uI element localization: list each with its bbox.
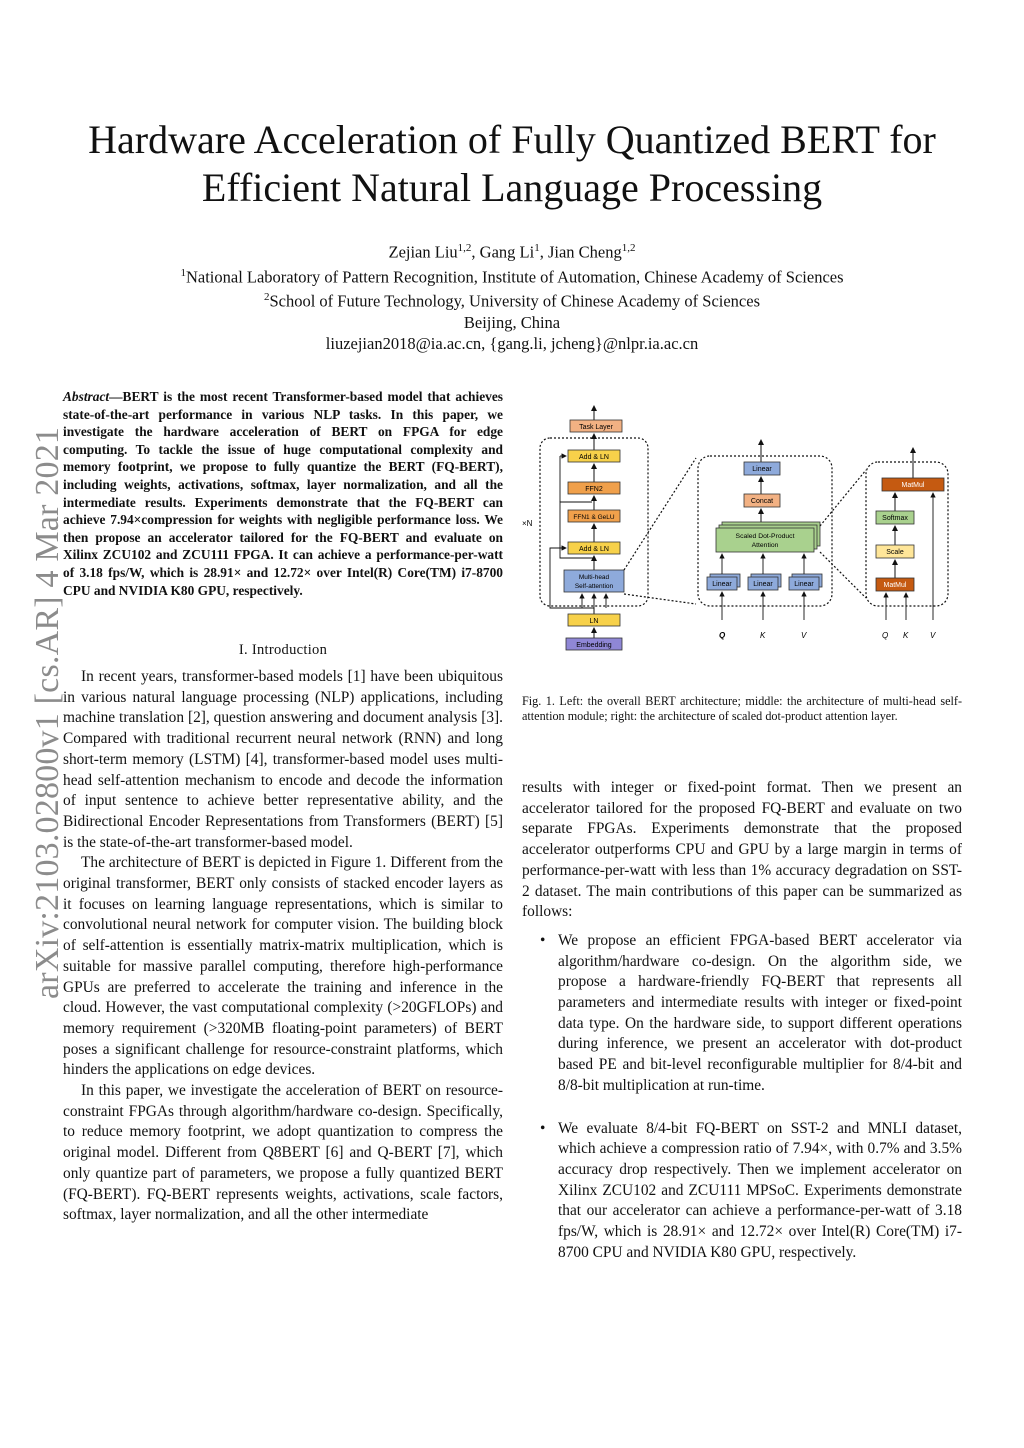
- title-line-2: Efficient Natural Language Processing: [201, 165, 823, 210]
- list-item-text: We propose an efficient FPGA-based BERT accelerator via algorithm/hardware co-design. On the algorithm side, we propose a hardware-friendly FQ-BERT that represents all parameters and intermediate results with integer or fixed-point data type. On the hardware side, to support different operations during inference, we present an accelerator with dot-product based PE and bit-level reconfigurable multiplier for 8/4-bit and 8/8-bit multiplication at run-time.: [558, 931, 962, 1094]
- v-input-label: V: [801, 631, 807, 640]
- arxiv-identifier: arXiv:2103.02800v1 [cs.AR] 4 Mar 2021: [29, 426, 66, 999]
- softmax-label: Softmax: [882, 515, 908, 522]
- affiliation-text: National Laboratory of Pattern Recognition, Institute of Automation, Chinese Academy of Sciences: [185, 267, 844, 286]
- author-location: Beijing, China: [463, 312, 561, 332]
- linear-k-label: Linear: [753, 581, 773, 588]
- author-names: Zejian Liu$^{1,2}$, Gang Li$^1$, Jian Cheng$^{1,2}$: [388, 242, 636, 262]
- linear-v-label: Linear: [794, 581, 814, 588]
- abstract: [63, 388, 503, 599]
- paragraph: results with integer or fixed-point format. Then we present an accelerator tailored for the proposed FQ-BERT and evaluate on two separate FPGAs. Experiments demonstrate that the proposed accelerator outperforms CPU and GPU by a large margin in terms of performance-per-watt with less than 1% accuracy degradation on SST-2 dataset. The main contributions of this paper can be summarized as follows:: [522, 779, 962, 921]
- affiliation-2: [40, 287, 984, 312]
- author-name: Jian Cheng: [547, 242, 622, 262]
- list-item: [522, 1119, 962, 1264]
- figure-1-caption: Fig. 1. Left: the overall BERT architecture; middle: the architecture of multi-head self-attention module; right: the architecture of scaled dot-product attention layer.: [522, 694, 962, 724]
- author-affiliation-mark: 1,2: [621, 242, 636, 254]
- author-name: Gang Li: [479, 242, 535, 262]
- author-affiliation-mark: 1,2: [457, 242, 472, 254]
- sdpa-label-1: Scaled Dot-Product: [735, 533, 795, 540]
- ffn2-label: FFN2: [585, 486, 603, 493]
- paragraph: The architecture of BERT is depicted in Figure 1. Different from the original transformer, BERT only consists of stacked encoder layers as it focuses on learning language representations, which is similar to convolutional neural network for computer vision. The building block of self-attention is essentially matrix-matrix multiplication, which is suitable for massive parallel computing, therefore high-performance GPUs are preferred to accelerate the training and inference in the cloud. However, the vast computational complexity (>20GFLOPs) and memory requirement (>320MB floating-point parameters) of BERT poses a significant challenge for resource-constraint platforms, which hinders the applications on edge devices.: [63, 854, 503, 1079]
- q-label-right: Q: [882, 631, 889, 640]
- task-layer-label: Task Layer: [579, 424, 613, 431]
- affiliation-1: [40, 263, 984, 288]
- mhsa-label-2: Self-attention: [574, 583, 614, 590]
- ln-label: LN: [589, 618, 599, 625]
- section-heading-introduction: I. Introduction: [238, 642, 328, 658]
- abstract-label: Abstract: [63, 389, 110, 404]
- right-column-body: [522, 778, 962, 1285]
- v-label-right: V: [930, 631, 936, 640]
- list-item-text: We evaluate 8/4-bit FQ-BERT on SST-2 and MNLI dataset, which achieve a compression ratio of 7.94×, with 0.7% and 3.5% accuracy drop respectively. Then we implement accelerator on Xilinx ZCU102 and ZCU111 MPSoC. Experiments demonstrate that our accelerator can achieve a performance-per-watt of 3.18 fps/W, which is 28.91× and 12.72× over Intel(R) Core(TM) i7-8700 CPU and NVIDIA K80 GPU, respectively.: [558, 1119, 962, 1261]
- figure-1-bert-architecture: [520, 398, 962, 660]
- bullet: •: [540, 1119, 546, 1137]
- author-name: Zejian Liu: [388, 242, 458, 262]
- matmul-bottom-label: MatMul: [883, 582, 907, 589]
- scaled-dot-product-diagram: [866, 448, 948, 640]
- sdpa-label-2: Attention: [751, 542, 779, 549]
- embedding-label: Embedding: [576, 642, 612, 649]
- contribution-list: [522, 931, 962, 1264]
- k-input-label: K: [760, 631, 766, 640]
- abstract-text: —BERT is the most recent Transformer-based model that achieves state-of-the-art performance in various NLP tasks. In this paper, we investigate the hardware acceleration of BERT on FPGA for edge computing. To tackle the issue of huge computational complexity and memory footprint, we propose to fully quantize the BERT (FQ-BERT), including weights, activations, softmax, layer normalization, and all the intermediate results. Experiments demonstrate that the FQ-BERT can achieve 7.94×compression for weights with negligible performance loss. We then propose an accelerator tailored for the FQ-BERT and evaluate on Xilinx ZCU102 and ZCU111 FPGA. It can achieve a performance-per-watt of 3.18 fps/W, which is 28.91× and 12.72× over Intel(R) Core(TM) i7-8700 CPU and NVIDIA K80 GPU, respectively.: [63, 389, 503, 598]
- bullet: •: [540, 931, 546, 949]
- paragraph: In this paper, we investigate the acceleration of BERT on resource-constraint FPGAs through algorithm/hardware co-design. Specifically, to reduce memory footprint, we adopt quantization to compress the original model. Different from Q8BERT [6] and Q-BERT [7], which only quantize part of parameters, we propose a fully quantized BERT (FQ-BERT). FQ-BERT represents weights, activations, scale factors, softmax, layer normalization, and all the other intermediate: [63, 1082, 503, 1224]
- affiliation-mark: 1: [180, 266, 186, 279]
- affiliation-mark: 2: [263, 291, 270, 303]
- ffn1-gelu-label: FFN1 & GeLU: [573, 514, 615, 521]
- k-label-right: K: [903, 631, 909, 640]
- linear-output-label: Linear: [752, 466, 772, 473]
- mhsa-label-1: Multi-head: [578, 574, 610, 581]
- multi-head-attention-diagram: [698, 440, 832, 640]
- paper-title: [40, 116, 984, 212]
- title-line-1: Hardware Acceleration of Fully Quantized BERT for: [88, 117, 936, 162]
- scale-label: Scale: [886, 549, 904, 556]
- author-emails: liuzejian2018@ia.ac.cn, {gang.li, jcheng}@nlpr.ia.ac.cn: [325, 333, 699, 353]
- author-affiliation-mark: 1: [534, 242, 540, 254]
- introduction-body: [63, 667, 503, 1226]
- add-ln-top-label: Add & LN: [579, 454, 609, 461]
- q-input-label: Q: [719, 631, 726, 640]
- matmul-top-label: MatMul: [901, 482, 925, 489]
- list-item: [522, 931, 962, 1097]
- repeat-n-label: ×N: [522, 519, 533, 528]
- concat-label: Concat: [750, 498, 774, 505]
- linear-q-label: Linear: [712, 581, 732, 588]
- bert-overall-diagram: [522, 406, 648, 650]
- paragraph: In recent years, transformer-based models [1] have been ubiquitous in various natural language processing (NLP) applications, including machine translation [2], question answering and document analysis [3]. Compared with traditional recurrent neural network (RNN) and long short-term memory (LSTM) [4], transformer-based model uses multi-head self-attention mechanism to encode and decode the information of input sentence to achieve better representative ability, and the Bidirectional Encoder Representations from Transformers (BERT) [5] is the state-of-the-art transformer-based model.: [63, 668, 503, 851]
- author-block: [40, 238, 984, 354]
- add-ln-bottom-label: Add & LN: [579, 546, 609, 553]
- affiliation-text: School of Future Technology, University of Chinese Academy of Sciences: [269, 291, 761, 311]
